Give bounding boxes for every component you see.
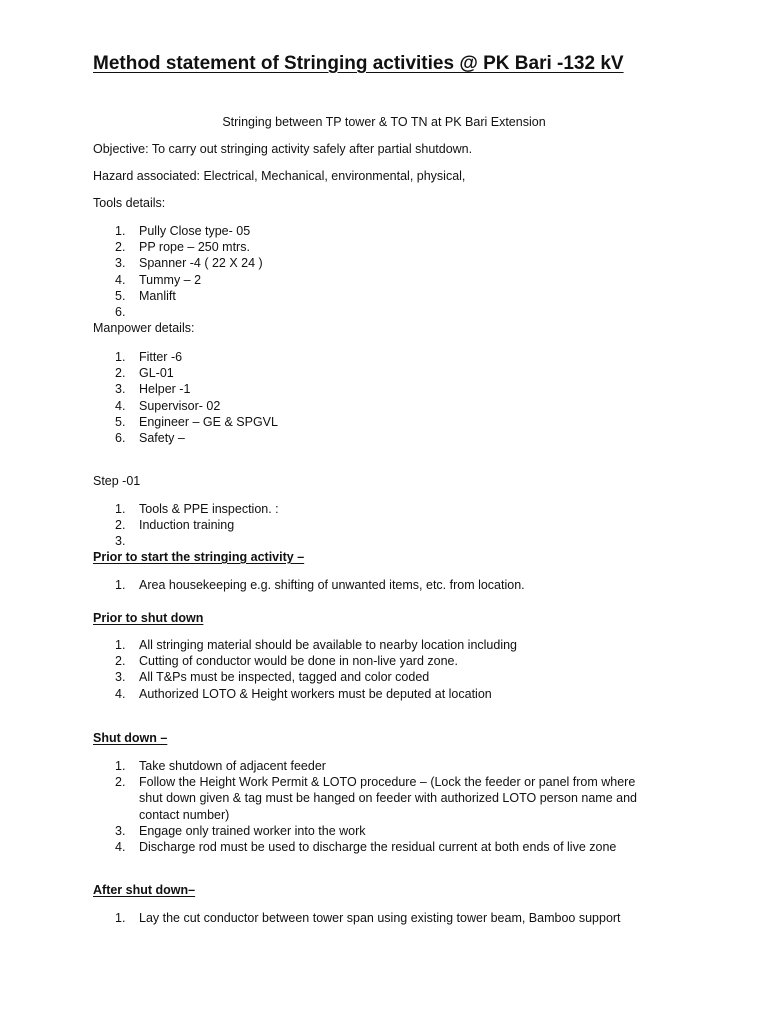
list-number: 5.	[115, 288, 126, 303]
list-item-text: Safety –	[139, 431, 185, 446]
list-number: 2.	[115, 366, 126, 381]
list-item-text: Fitter -6	[139, 350, 183, 364]
list-item-text: Area housekeeping e.g. shifting of unwanted items, etc. from location.	[139, 578, 525, 592]
list-item	[115, 669, 659, 685]
prior-stringing-list	[115, 577, 659, 593]
list-item	[115, 414, 659, 430]
objective-text: Objective: To carry out stringing activity safely after partial shutdown.	[93, 142, 473, 156]
list-item-text: Supervisor- 02	[139, 398, 221, 413]
list-number: 4.	[115, 686, 126, 701]
list-item	[115, 653, 659, 669]
list-number: 3.	[115, 256, 126, 271]
list-item	[115, 349, 659, 365]
list-number: 1.	[115, 638, 126, 652]
list-item	[115, 823, 659, 839]
list-number: 3.	[115, 823, 126, 838]
list-item	[115, 910, 659, 926]
after-shutdown-list	[115, 910, 659, 926]
list-item	[115, 272, 659, 288]
list-number: 3.	[115, 534, 126, 549]
list-item	[115, 517, 659, 533]
list-item	[115, 365, 659, 381]
list-number: 2.	[115, 518, 126, 533]
list-item	[115, 577, 659, 593]
list-number: 1.	[115, 224, 126, 238]
list-number: 1.	[115, 350, 126, 364]
step-01-list	[115, 501, 659, 549]
list-item-text: Discharge rod must be used to discharge the residual current at both ends of live zone	[139, 840, 617, 855]
shutdown-heading: Shut down –	[93, 731, 168, 745]
list-item-text: Follow the Height Work Permit & LOTO procedure – (Lock the feeder or panel from where shut down given & tag must be hanged on feeder with authorized LOTO person name and contact number)	[139, 775, 638, 822]
list-item-text: Tummy – 2	[139, 272, 202, 287]
list-number: 1.	[115, 578, 126, 592]
list-item	[115, 239, 659, 255]
prior-shutdown-heading: Prior to shut down	[93, 611, 204, 625]
manpower-heading: Manpower details:	[93, 321, 195, 335]
tools-list	[115, 223, 659, 320]
list-item-text: All T&Ps must be inspected, tagged and color coded	[139, 670, 430, 685]
list-item-text: PP rope – 250 mtrs.	[139, 240, 250, 255]
list-item-text: Spanner -4 ( 22 X 24 )	[139, 256, 263, 271]
list-number: 2.	[115, 240, 126, 255]
list-item	[115, 501, 659, 517]
list-item-text: Helper -1	[139, 382, 191, 397]
list-item-text: Take shutdown of adjacent feeder	[139, 759, 326, 773]
list-item-text: Lay the cut conductor between tower span using existing tower beam, Bamboo support	[139, 911, 621, 925]
document-subtitle: Stringing between TP tower & TO TN at PK Bari Extension	[222, 115, 546, 129]
list-item-text: Pully Close type- 05	[139, 224, 251, 238]
list-item	[115, 398, 659, 414]
manpower-list	[115, 349, 659, 446]
list-item-text: Induction training	[139, 518, 235, 533]
list-item	[115, 430, 659, 446]
list-number: 1.	[115, 911, 126, 925]
prior-shutdown-list	[115, 637, 659, 702]
list-number: 3.	[115, 382, 126, 397]
tools-heading: Tools details:	[93, 196, 166, 210]
list-number: 4.	[115, 398, 126, 413]
list-item	[115, 839, 659, 855]
document-title: Method statement of Stringing activities @ PK Bari -132 kV	[93, 53, 624, 74]
hazard-text: Hazard associated: Electrical, Mechanical, environmental, physical,	[93, 169, 466, 183]
list-item	[115, 686, 659, 702]
list-item-text: Engage only trained worker into the work	[139, 823, 366, 838]
list-item	[115, 288, 659, 304]
list-number: 2.	[115, 775, 126, 790]
list-item-text: Engineer – GE & SPGVL	[139, 414, 278, 429]
list-item-text: Authorized LOTO & Height workers must be deputed at location	[139, 686, 492, 701]
list-number: 1.	[115, 502, 126, 516]
list-number: 4.	[115, 272, 126, 287]
prior-stringing-heading: Prior to start the stringing activity –	[93, 550, 305, 564]
shutdown-list	[115, 758, 659, 855]
list-item-text: All stringing material should be available to nearby location including	[139, 638, 518, 652]
list-number: 4.	[115, 840, 126, 855]
list-item-text: Manlift	[139, 288, 176, 303]
list-item	[115, 381, 659, 397]
list-number: 2.	[115, 654, 126, 669]
list-number: 5.	[115, 414, 126, 429]
list-number: 1.	[115, 759, 126, 773]
step-01-heading: Step -01	[93, 474, 141, 488]
list-number: 3.	[115, 670, 126, 685]
list-item	[115, 774, 659, 823]
list-item	[115, 223, 659, 239]
list-number: 6.	[115, 305, 126, 320]
list-item	[115, 637, 659, 653]
list-item	[115, 255, 659, 271]
list-number: 6.	[115, 431, 126, 446]
list-item	[115, 758, 659, 774]
list-item-text: GL-01	[139, 366, 174, 381]
after-shutdown-heading: After shut down–	[93, 883, 196, 897]
list-item-text: Tools & PPE inspection. :	[139, 502, 279, 516]
list-item-text: Cutting of conductor would be done in non-live yard zone.	[139, 654, 458, 669]
